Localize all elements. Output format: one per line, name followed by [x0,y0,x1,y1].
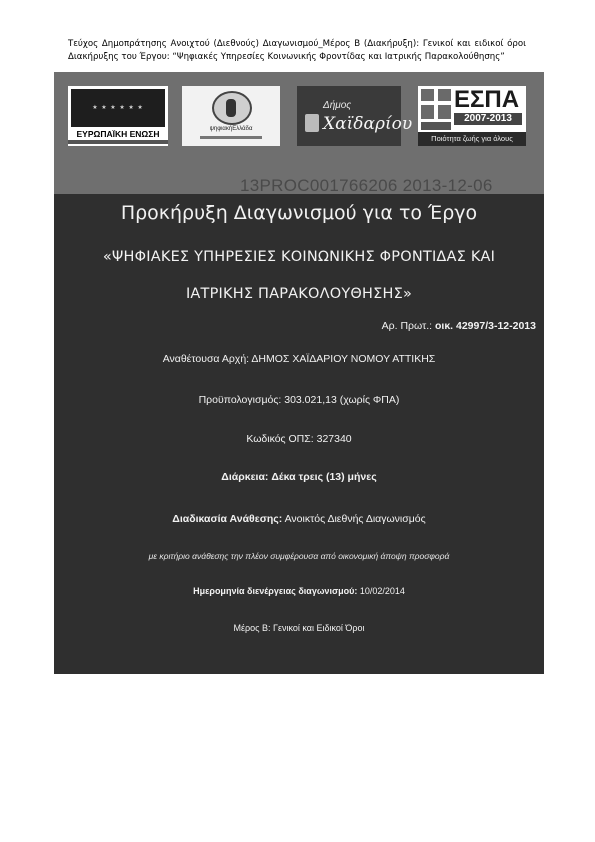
page-title: Προκήρυξη Διαγωνισμού για το Έργο [120,202,478,224]
budget-value: 303.021,13 (χωρίς ΦΠΑ) [284,394,400,406]
municipality-prefix: Δήμος [323,100,352,111]
espa-years: 2007-2013 [454,113,522,125]
municipality-name: Χαϊδαρίου [323,114,413,134]
protocol-stamp: 13PROC001766206 2013-12-06 [240,176,493,195]
budget-label: Προϋπολογισμός: [198,394,282,406]
digital-greece-text: ψηφιακήΕλλάδα [209,126,253,132]
tender-date [54,586,544,596]
eu-logo [68,86,168,146]
ops-code-value: 327340 [316,433,352,445]
protocol-value: οικ. 42997/3-12-2013 [434,320,536,332]
municipality-seal-icon [305,114,319,132]
contracting-authority [54,353,544,365]
protocol-number [382,320,536,332]
procedure-label: Διαδικασία Ανάθεσης: [172,513,283,525]
duration-value: Δέκα τρεις (13) μήνες [271,471,377,483]
project-title-line2: ΙΑΤΡΙΚΗΣ ΠΑΡΑΚΟΛΟΥΘΗΣΗΣ» [185,286,413,302]
ops-code-label: Κωδικός ΟΠΣ: [246,433,314,445]
espa-slogan: Ποιότητα ζωής για όλους [418,132,526,146]
duration [54,471,544,483]
authority-value: ΔΗΜΟΣ ΧΑΪΔΑΡΙΟΥ ΝΟΜΟΥ ΑΤΤΙΚΗΣ [251,353,436,365]
digital-greece-emblem-icon [212,91,252,125]
ops-code [54,433,544,445]
budget [54,394,544,406]
authority-label: Αναθέτουσα Αρχή: [162,353,250,365]
espa-name: ΕΣΠΑ [454,86,520,113]
digital-greece-subline [200,136,262,139]
document-part: Μέρος Β: Γενικοί και Ειδικοί Όροι [233,623,365,633]
procedure-value: Ανοικτός Διεθνής Διαγωνισμός [284,513,426,525]
eu-flag-icon: ★ ★ ★ ★ ★ ★ [71,89,165,127]
tender-date-label: Ημερομηνία διενέργειας διαγωνισμού: [193,586,358,596]
protocol-label: Αρ. Πρωτ.: [381,320,433,332]
cover-page [54,72,544,674]
espa-logo [418,86,526,146]
award-procedure [54,513,544,525]
eu-logo-text: ΕΥΡΩΠΑΪΚΗ ΕΝΩΣΗ [76,129,160,139]
greek-flag-icon [421,89,451,119]
document-header: Τεύχος Δημοπράτησης Ανοιχτού (Διεθνούς) Διαγωνισμού_Μέρος Β (Διακήρυξη): Γενικοί και ειδικοί όροι Διακήρυξης του Έργου: “Ψηφιακές Υπηρεσίες Κοινωνικής Φροντίδας και Ιατρικής Παρακολούθησης” [68,39,526,62]
duration-label: Διάρκεια: [221,471,269,483]
project-title-line1: «ΨΗΦΙΑΚΕΣ ΥΠΗΡΕΣΙΕΣ ΚΟΙΝΩΝΙΚΗΣ ΦΡΟΝΤΙΔΑΣ ΚΑΙ [102,249,496,265]
eu-logo-subline [68,140,168,144]
eu-mini-flag-icon [421,122,451,130]
municipality-logo [297,86,413,146]
tender-date-value: 10/02/2014 [359,586,405,596]
digital-greece-logo [182,86,280,146]
award-criterion: με κριτήριο ανάθεσης την πλέον συμφέρουσα από οικονομική άποψη προσφορά [148,551,450,561]
